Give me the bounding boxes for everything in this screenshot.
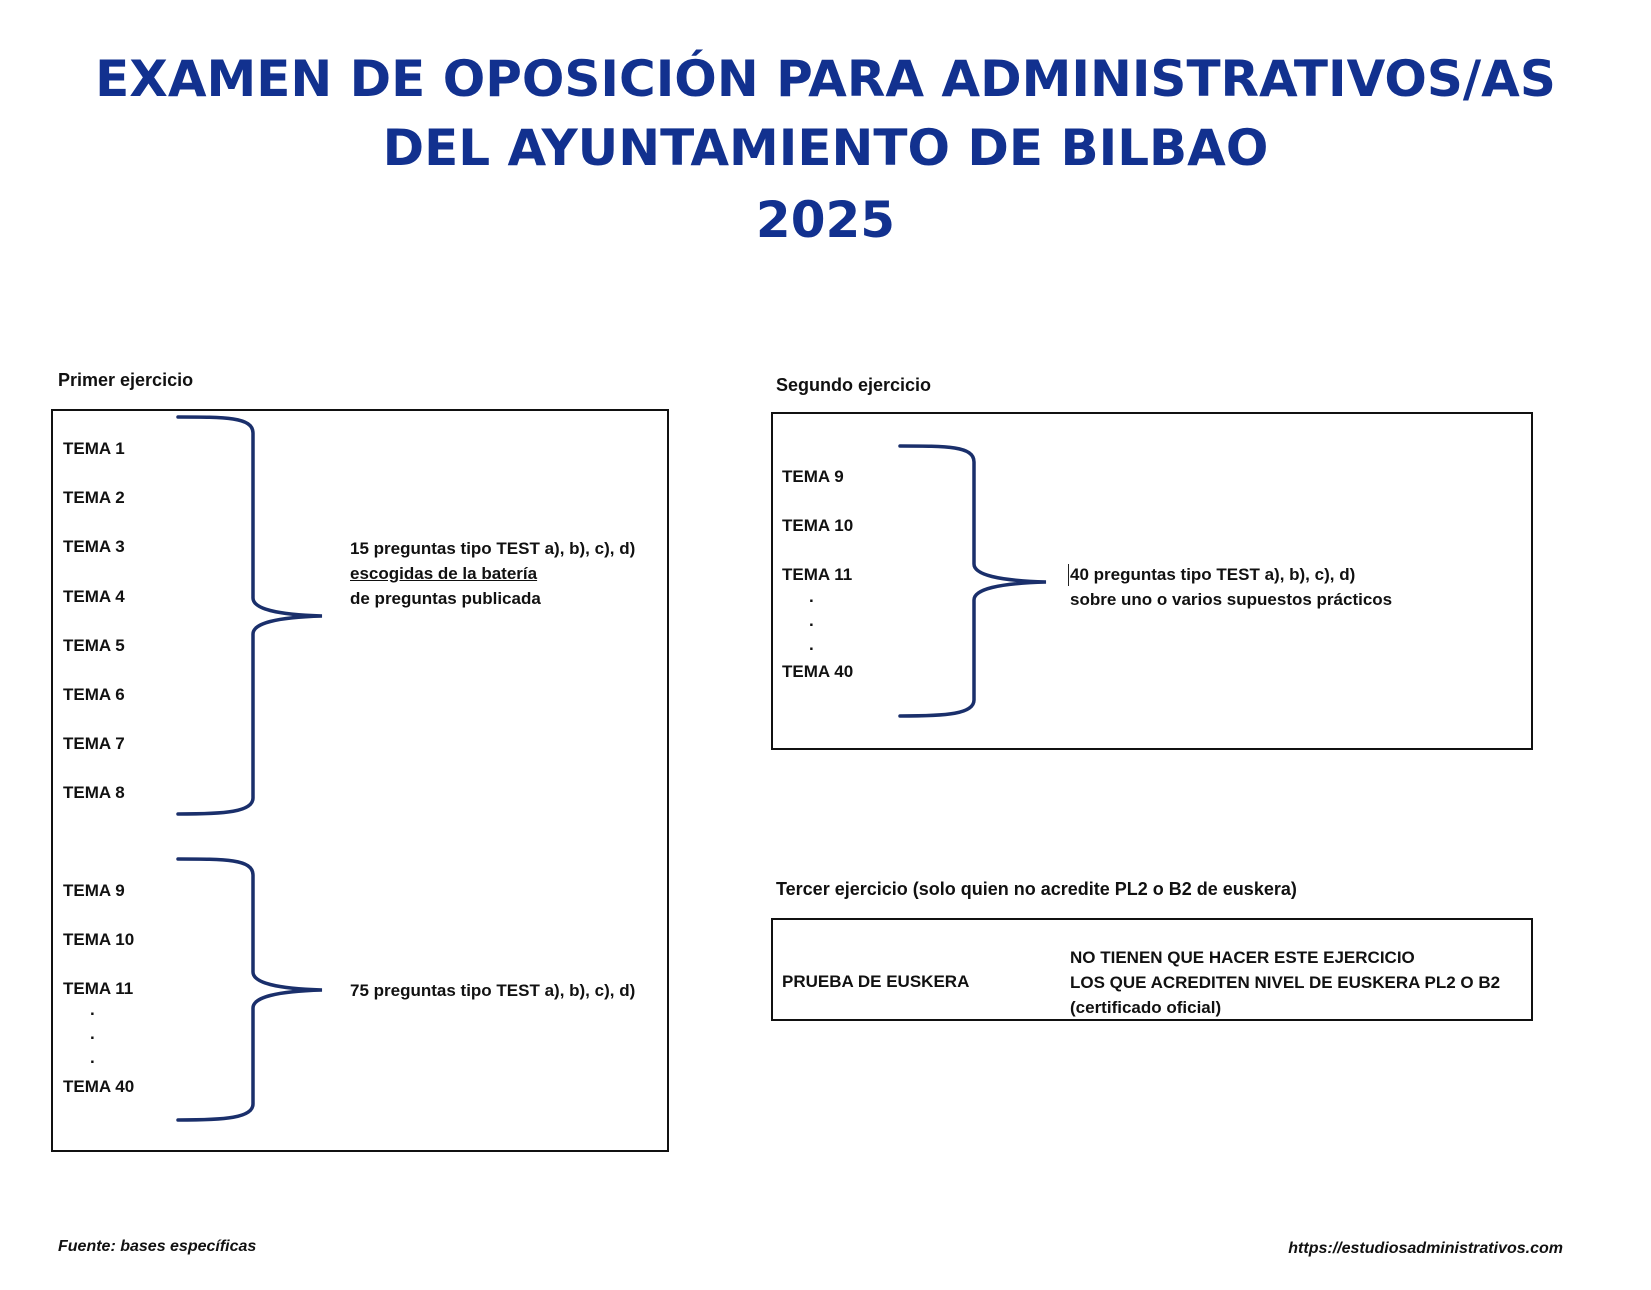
desc-line: escogidas de la batería	[350, 564, 538, 583]
segundo-tema: TEMA 11	[782, 565, 853, 584]
primer-tema: TEMA 2	[63, 488, 125, 507]
ellipsis-dot: .	[809, 635, 814, 654]
primer-tema: TEMA 6	[63, 685, 125, 704]
primer-tema: TEMA 11	[63, 979, 134, 998]
primer-tema: TEMA 4	[63, 587, 125, 606]
segundo-tema: TEMA 9	[782, 467, 844, 486]
desc-line: de preguntas publicada	[350, 589, 541, 608]
ellipsis-dot: .	[809, 587, 814, 606]
title-line-2: DEL AYUNTAMIENTO DE BILBAO	[382, 119, 1269, 177]
primer-ejercicio-box	[51, 409, 669, 1152]
tercer-ejercicio-label: Tercer ejercicio (solo quien no acredite PL2 o B2 de euskera)	[776, 879, 1297, 899]
primer-tema: TEMA 40	[63, 1077, 135, 1096]
primer-group1-description	[350, 536, 635, 611]
text-caret	[1068, 564, 1069, 586]
primer-tema: TEMA 5	[63, 636, 125, 655]
segundo-tema: TEMA 40	[782, 662, 854, 681]
footer-source: Fuente: bases específicas	[58, 1238, 257, 1255]
segundo-ejercicio-label: Segundo ejercicio	[776, 375, 932, 395]
segundo-tema: TEMA 10	[782, 516, 854, 535]
ellipsis-dot: .	[90, 1024, 95, 1043]
ellipsis-dot: .	[90, 1000, 95, 1019]
primer-tema: TEMA 1	[63, 439, 125, 458]
ellipsis-dot: .	[809, 611, 814, 630]
prueba-euskera-label: PRUEBA DE EUSKERA	[782, 972, 970, 991]
note-line: LOS QUE ACREDITEN NIVEL DE EUSKERA PL2 O B2	[1070, 973, 1501, 992]
tercer-note	[1070, 945, 1500, 1020]
primer-group2-description: 75 preguntas tipo TEST a), b), c), d)	[350, 981, 636, 1000]
note-line: (certificado oficial)	[1070, 998, 1222, 1017]
primer-tema: TEMA 9	[63, 881, 125, 900]
note-line: NO TIENEN QUE HACER ESTE EJERCICIO	[1070, 948, 1415, 967]
desc-line: sobre uno o varios supuestos prácticos	[1070, 590, 1393, 609]
primer-tema: TEMA 7	[63, 734, 125, 753]
primer-tema: TEMA 10	[63, 930, 135, 949]
ellipsis-dot: .	[90, 1048, 95, 1067]
footer-url[interactable]: https://estudiosadministrativos.com	[1288, 1240, 1563, 1257]
segundo-description	[1070, 562, 1392, 612]
title-year: 2025	[755, 191, 896, 249]
desc-line: 15 preguntas tipo TEST a), b), c), d)	[350, 539, 636, 558]
primer-ejercicio-label: Primer ejercicio	[58, 370, 194, 390]
primer-tema: TEMA 8	[63, 783, 125, 802]
desc-line: 40 preguntas tipo TEST a), b), c), d)	[1070, 565, 1356, 584]
title-line-1: EXAMEN DE OPOSICIÓN PARA ADMINISTRATIVOS/AS	[95, 50, 1556, 108]
primer-tema: TEMA 3	[63, 537, 125, 556]
